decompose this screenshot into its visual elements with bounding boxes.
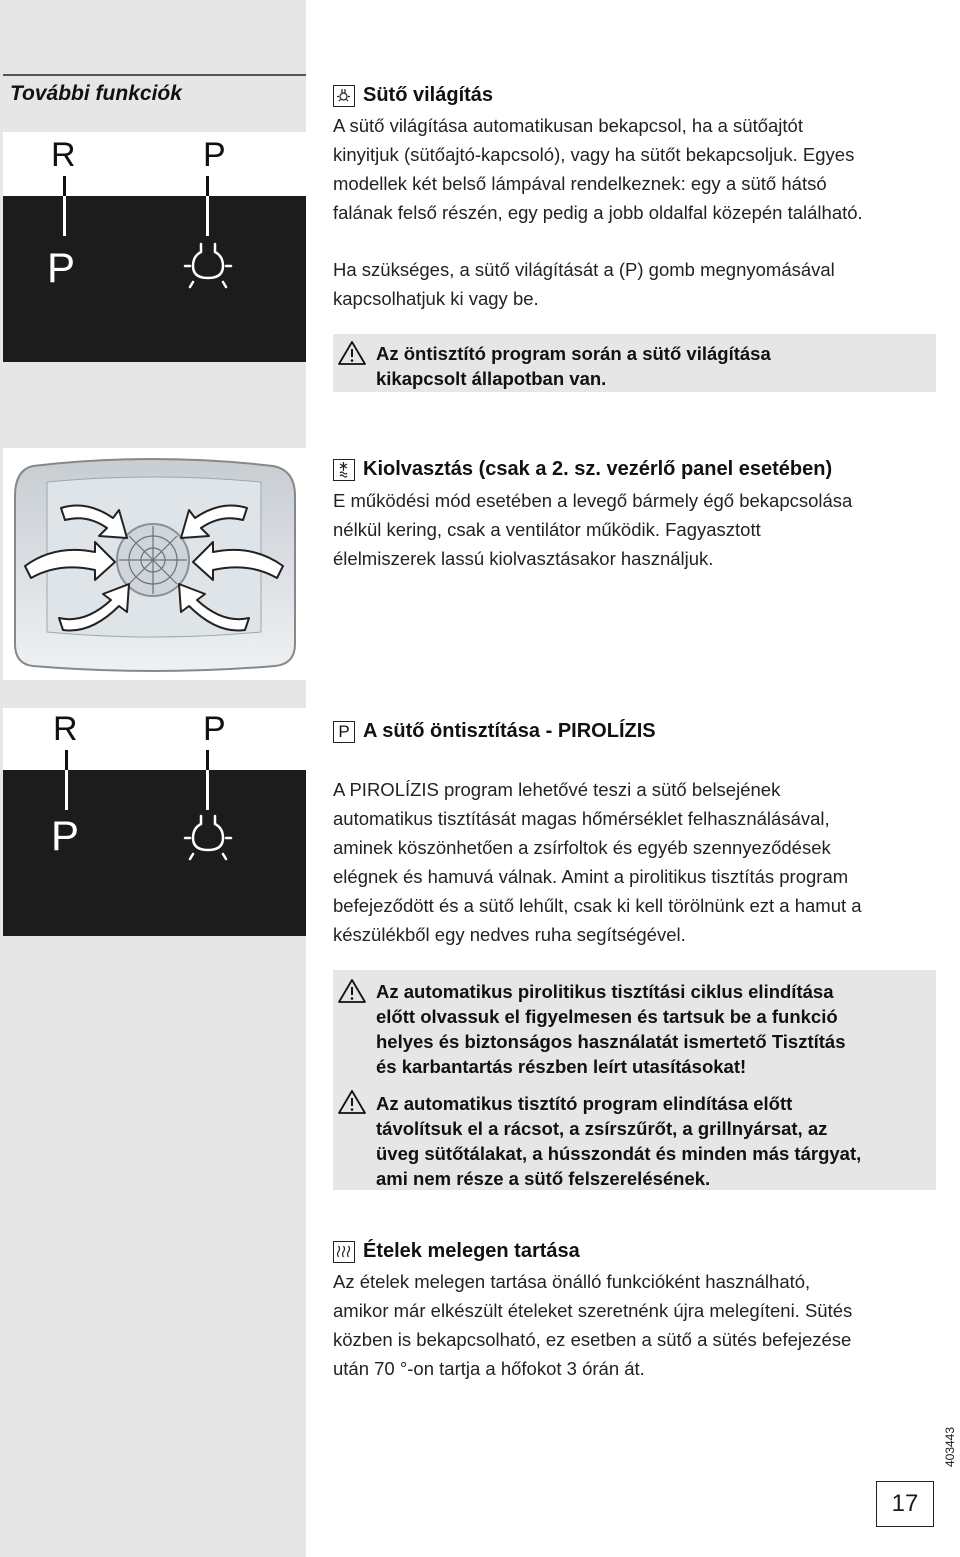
light-heading [333, 84, 493, 107]
warning-icon [337, 1089, 367, 1115]
control-panel-illustration-1 [3, 132, 306, 362]
text-line: Az automatikus tisztító program elindítása előtt [376, 1093, 793, 1114]
text-line: üveg sütőtálakat, a hússzondát és minden más tárgyat, [376, 1143, 862, 1164]
oven-fan-illustration [3, 448, 306, 680]
text-line: közben is bekapcsolható, ez esetben a sütő a sütés befejezése [333, 1329, 852, 1350]
lamp-icon [183, 812, 233, 862]
text-line: kinyitjuk (sütőajtó-kapcsoló), vagy ha sütőt bekapcsoljuk. Egyes [333, 144, 855, 165]
text-line: E működési mód esetében a levegő bármely égő bekapcsolása [333, 490, 853, 511]
light-note [333, 255, 933, 313]
text-line: automatikus tisztítását magas hőmérséklet felhasználásával, [333, 808, 830, 829]
panel-label-p-top: P [203, 136, 226, 174]
pyrolysis-warning-1-text [376, 979, 846, 1079]
panel-label-p-bottom: P [47, 244, 76, 291]
text-line: élelmiszerek lassú kiolvasztásakor használjuk. [333, 548, 714, 569]
text-line: Az öntisztító program során a sütő világítása [376, 343, 771, 364]
defrost-body [333, 486, 933, 573]
warning-icon [337, 340, 367, 366]
defrost-heading-text: Kiolvasztás (csak a 2. sz. vezérlő panel esetében) [363, 458, 833, 480]
light-heading-text: Sütő világítás [363, 84, 494, 106]
warning-icon [337, 978, 367, 1004]
text-line: A sütő világítása automatikusan bekapcsol, ha a sütőajtót [333, 115, 803, 136]
panel-label-r: R [51, 136, 76, 174]
page-number: 17 [876, 1481, 934, 1527]
pyrolysis-body [333, 775, 933, 949]
pyrolysis-symbol-icon: P [333, 721, 355, 743]
keep-warm-symbol-icon [333, 1241, 355, 1263]
defrost-symbol-icon [333, 459, 355, 481]
text-line: falának felső részén, egy pedig a jobb oldalfal közepén található. [333, 202, 863, 223]
text-line: nélkül kering, csak a ventilátor működik. Fagyasztott [333, 519, 761, 540]
text-line: helyes és biztonságos használatát ismertető Tisztítás [376, 1031, 846, 1052]
pyrolysis-warning-box [333, 970, 936, 1190]
pyrolysis-warning-2-text [376, 1091, 861, 1191]
light-body [333, 111, 933, 227]
panel-label-p-bottom: P [51, 812, 80, 859]
text-line: készülékből egy nedves ruha segítségével. [333, 924, 686, 945]
text-line: befejeződött és a sütő lehűlt, csak ki kell törölnünk ezt a hamut a [333, 895, 862, 916]
text-line: előtt olvassuk el figyelmesen és tartsuk be a funkció [376, 1006, 838, 1027]
panel-label-r: R [53, 710, 78, 748]
lamp-icon [183, 240, 233, 290]
section-title: További funkciók [10, 82, 182, 105]
text-line: elégnek és hamuvá válnak. Amint a pirolitikus tisztítás program [333, 866, 849, 887]
light-warning-box [333, 334, 936, 392]
text-line: után 70 °-on tartja a hőfokot 3 órán át. [333, 1358, 645, 1379]
defrost-heading [333, 458, 832, 481]
document-code: 403443 [943, 1426, 957, 1468]
control-panel-illustration-2 [3, 708, 306, 936]
text-line: amikor már elkészült ételeket szeretnénk újra melegíteni. Sütés [333, 1300, 853, 1321]
keep-warm-heading-text: Ételek melegen tartása [363, 1240, 580, 1262]
oven-light-symbol-icon [333, 85, 355, 107]
light-warning-text [376, 341, 771, 391]
keep-warm-heading [333, 1240, 580, 1263]
text-line: modellek két belső lámpával rendelkeznek: egy a sütő hátsó [333, 173, 827, 194]
keep-warm-body [333, 1267, 933, 1383]
text-line: kikapcsolt állapotban van. [376, 368, 607, 389]
text-line: Az automatikus pirolitikus tisztítási ciklus elindítása [376, 981, 834, 1002]
panel-label-p-top: P [203, 710, 226, 748]
text-line: A PIROLÍZIS program lehetővé teszi a sütő belsejének [333, 779, 781, 800]
text-line: és karbantartás részben leírt utasításokat! [376, 1056, 747, 1077]
text-line: aminek köszönhetően a zsírfoltok és egyéb szennyeződések [333, 837, 831, 858]
text-line: kapcsolhatjuk ki vagy be. [333, 288, 539, 309]
pyrolysis-heading [333, 720, 656, 743]
text-line: távolítsuk el a rácsot, a zsírszűrőt, a grillnyársat, az [376, 1118, 828, 1139]
pyrolysis-heading-text: A sütő öntisztítása - PIROLÍZIS [363, 720, 656, 742]
text-line: ami nem része a sütő felszerelésének. [376, 1168, 711, 1189]
section-header-rule [3, 74, 306, 76]
text-line: Az ételek melegen tartása önálló funkcióként használható, [333, 1271, 811, 1292]
text-line: Ha szükséges, a sütő világítását a (P) gomb megnyomásával [333, 259, 835, 280]
